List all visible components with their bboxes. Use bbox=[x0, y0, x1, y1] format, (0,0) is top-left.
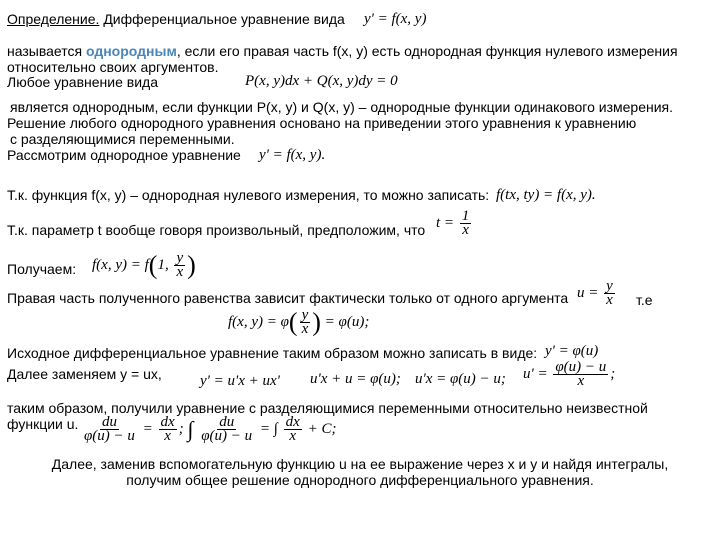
formula-ftx: f(tx, ty) = f(x, y). bbox=[496, 187, 596, 203]
frac-num: du bbox=[101, 414, 117, 430]
equals-integral: = ∫ bbox=[259, 420, 278, 437]
f-phi-lhs: f(x, y) = φ bbox=[228, 313, 289, 330]
phi-u: = φ(u); bbox=[324, 313, 370, 330]
definition-intro: Дифференциальное уравнение вида bbox=[103, 11, 345, 27]
line-general-solution: получим общее решение однородного дифференциального уравнения. bbox=[126, 472, 594, 488]
plus-c: + C; bbox=[307, 420, 337, 437]
fraction-phi-minus-u bbox=[553, 361, 608, 388]
formula-y-phi: y' = φ(u) bbox=[545, 343, 599, 359]
frac-den: φ(u) − u bbox=[84, 428, 135, 444]
t-lhs: t = bbox=[436, 214, 455, 231]
fraction-1-over-x bbox=[460, 210, 472, 237]
text-part: называется bbox=[7, 43, 86, 59]
formula-f-phi bbox=[228, 309, 369, 336]
frac-num: φ(u) − u bbox=[555, 359, 607, 375]
frac-den: x bbox=[289, 428, 297, 444]
term-homogeneous: однородным bbox=[85, 43, 177, 59]
frac-num: dx bbox=[160, 414, 175, 430]
semicolon: ; bbox=[610, 365, 616, 382]
line-thus-obtained: таким образом, получили уравнение с разделяющимися переменными относительно неизвестной bbox=[7, 400, 648, 416]
semicolon: ; bbox=[178, 420, 184, 437]
frac-den: x bbox=[462, 222, 469, 238]
frac-num: du bbox=[219, 414, 235, 430]
line-homogeneous bbox=[7, 43, 678, 59]
formula-step2: u'x = φ(u) − u; bbox=[415, 371, 506, 387]
formula-u-equals bbox=[577, 280, 617, 307]
formula-pdx-qdy: P(x, y)dx + Q(x, y)dy = 0 bbox=[245, 73, 398, 89]
formula-step3 bbox=[523, 361, 615, 388]
line-any-equation: Любое уравнение вида bbox=[7, 74, 158, 90]
text-ie: т.е bbox=[636, 292, 653, 308]
paren-open: ( bbox=[288, 307, 298, 337]
line-parameter-t: Т.к. параметр t вообще говоря произвольный, предположим, что bbox=[7, 222, 426, 238]
frac-num: y bbox=[176, 250, 184, 266]
paren-close: ) bbox=[187, 250, 196, 280]
frac-den: x bbox=[176, 264, 184, 280]
integral-sign: ∫ bbox=[187, 416, 194, 442]
formula-consider: y' = f(x, y). bbox=[259, 147, 326, 163]
line-function-u: функции u. bbox=[7, 416, 79, 432]
u-lhs: u = bbox=[577, 284, 599, 301]
text-part: , если его правая часть f(x, y) есть однородная функция нулевого измерения bbox=[176, 43, 678, 59]
line-right-part: Правая часть полученного равенства зависит фактически только от одного аргумента bbox=[7, 290, 569, 306]
formula-derivative: y' = u'x + ux' bbox=[200, 373, 280, 389]
line-original-eq: Исходное дифференциальное уравнение таким образом можно записать в виде: bbox=[7, 345, 538, 361]
formula-step1: u'x + u = φ(u); bbox=[310, 371, 401, 387]
frac-den: x bbox=[606, 292, 613, 308]
arg-one: 1, bbox=[157, 256, 169, 273]
line-consider: Рассмотрим однородное уравнение bbox=[7, 147, 241, 163]
line-obtain: Получаем: bbox=[7, 261, 77, 277]
paren-open: ( bbox=[148, 250, 158, 280]
formula-separated bbox=[80, 416, 336, 443]
line-further: Далее, заменив вспомогательную функцию u на ее выражение через x и y и найдя интегралы, bbox=[51, 456, 669, 472]
frac-den: x bbox=[577, 373, 585, 389]
f-lhs: f(x, y) = f bbox=[92, 256, 149, 273]
frac-den: φ(u) − u bbox=[201, 428, 253, 444]
equals: = bbox=[142, 420, 153, 437]
u-prime-lhs: u' = bbox=[523, 365, 548, 382]
frac-num: 1 bbox=[461, 208, 470, 224]
frac-num: y bbox=[301, 307, 309, 323]
line-arguments: относительно своих аргументов. bbox=[7, 59, 219, 75]
fraction-y-over-x bbox=[604, 280, 615, 307]
formula-f-of-ratio bbox=[92, 252, 196, 279]
frac-den: x bbox=[164, 428, 171, 444]
fraction-du bbox=[199, 416, 254, 443]
line-is-homogeneous: является однородным, если функции P(x, y) и Q(x, y) – однородные функции одинакового измерения. bbox=[10, 99, 673, 115]
formula-t-equals bbox=[436, 210, 473, 237]
definition-heading: Определение. bbox=[7, 11, 100, 27]
paren-close: ) bbox=[312, 307, 321, 337]
formula-y-prime: y' = f(x, y) bbox=[364, 11, 427, 27]
line-since-function: Т.к. функция f(x, y) – однородная нулевого измерения, то можно записать: bbox=[7, 187, 490, 203]
line-solution-based: Решение любого однородного уравнения основано на приведении этого уравнения к уравнению bbox=[7, 115, 637, 131]
fraction-dx bbox=[284, 416, 302, 443]
fraction-du bbox=[82, 416, 137, 443]
frac-num: y bbox=[606, 278, 613, 294]
frac-den: x bbox=[301, 321, 309, 337]
definition-line bbox=[7, 11, 345, 27]
fraction-y-over-x bbox=[174, 252, 185, 279]
fraction-dx bbox=[159, 416, 177, 443]
fraction-y-over-x bbox=[300, 309, 311, 336]
line-substitute: Далее заменяем y = ux, bbox=[7, 366, 162, 382]
frac-num: dx bbox=[285, 414, 300, 430]
line-separable: с разделяющимися переменными. bbox=[10, 131, 235, 147]
